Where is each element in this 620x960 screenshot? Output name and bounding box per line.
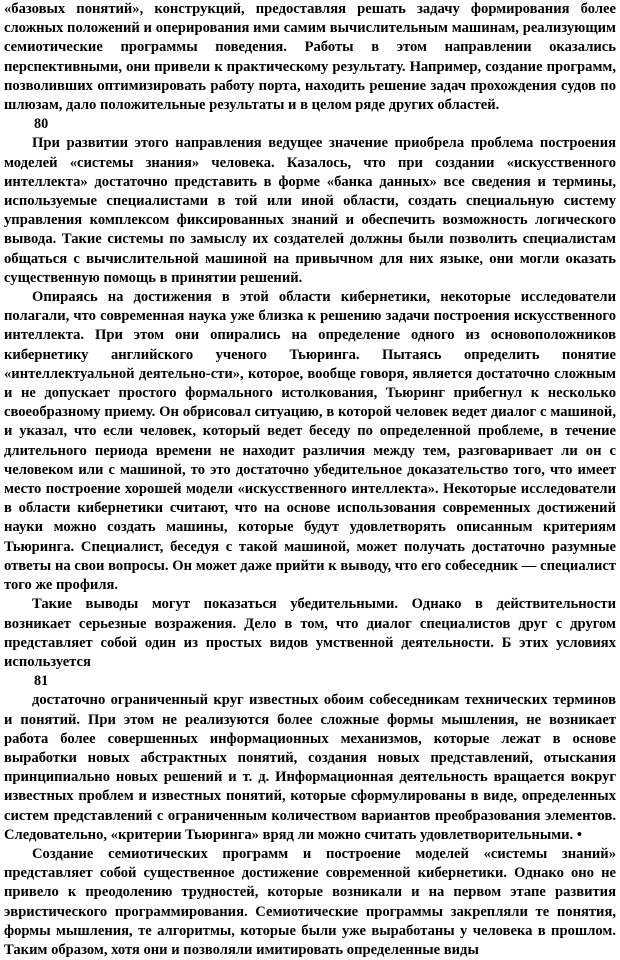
paragraph: Опираясь на достижения в этой области кибернетики, некоторые исследователи полагали, что современная наука уже близка к решению задачи построения искусственного интеллекта. При этом они опирались на определение одного из основоположников кибернетику английского ученого Тьюринга. Пытаясь определить понятие «интеллектуальной деятельно-сти», которое, вообще говоря, является достаточно сложным и не допускает простого формального истолкования, Тьюринг прибегнул к несколько своеобразному приему. Он обрисовал ситуацию, в которой человек ведет диалог с машиной, и указал, что если человек, который ведет беседу по определенной проблеме, в течение длительного периода времени не находит различия между тем, разговаривает ли он с человеком или с машиной, то это достаточно убедительное доказательство того, что имеет место построение хорошей модели «искусственного интеллекта». Некоторые исследователи в области кибернетики считают, что на основе использования современных достижений науки можно создать машины, которые будут удовлетворять описанным критериям Тьюринга. Специалист, беседуя с такой машиной, может получать достаточно разумные ответы на свои вопросы. Он может даже прийти к выводу, что его собеседник — специалист того же профиля. (4, 289, 616, 594)
page-number: 80 (34, 116, 49, 133)
paragraph: При развитии этого направления ведущее значение приобрела проблема построения моделей «системы знания» человека. Казалось, что при создании «искусственного интеллекта» достаточно представить в форме «банка данных» все сведения и термины, используемые специалистами в той или иной области, создать специальную систему управления комплексом фиксированных знаний и обеспечить возможность логического вывода. Такие системы по замыслу их создателей должны были позволить специалистам общаться с вычислительной машиной на привычном для них языке, они могли оказать существенную помощь в принятии решений. (4, 135, 616, 286)
paragraph: «базовых понятий», конструкций, предоставляя решать задачу формирования более сложных положений и оперирования ими самим вычислительным машинам, реализующим семиотические программы поведения. Работы в этом направлении оказались перспективными, они привели к практическому результату. Например, создание программ, позволивших оптимизировать работу порта, находить решение задач прохождения судов по шлюзам, дало положительные результаты и в целом ряде других областей. (4, 1, 616, 114)
paragraph: Создание семиотических программ и построение моделей «системы знаний» представляет собой существенное достижение современной кибернетики. Однако оно не привело к преодолению трудностей, которые возникали и на первом этапе развития эвристического программирования. Семиотические программы закрепляли те понятия, формы мышления, те алгоритмы, которые были уже выработаны у человека в прошлом. Таким образом, хотя они и позволяли имитировать определенные виды (4, 845, 616, 958)
paragraph: достаточно ограниченный круг известных обоим собеседникам технических терминов и понятий. При этом не реализуются более сложные формы мышления, не возникает работа более совершенных информационных механизмов, которые лежат в основе выработки новых абстрактных понятий, создания новых представлений, отыскания принципиально новых решений и т. д. Информационная деятельность вращается вокруг известных проблем и известных понятий, которые сформулированы в виде, определенных систем представлений с ограниченным количеством вариантов преобразования элементов. Следовательно, «критерии Тьюринга» вряд ли можно считать удовлетворительными. • (4, 692, 616, 843)
page-number: 81 (34, 673, 49, 690)
paragraph: Такие выводы могут показаться убедительными. Однако в действительности возникает серьезные возражения. Дело в том, что диалог специалистов друг с другом представляет собой один из простых видов умственной деятельности. Б этих условиях используется (4, 596, 616, 670)
